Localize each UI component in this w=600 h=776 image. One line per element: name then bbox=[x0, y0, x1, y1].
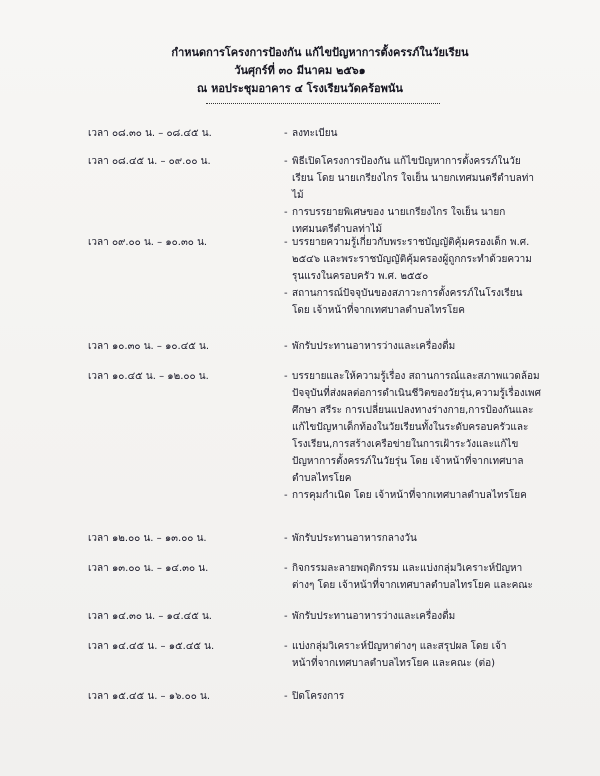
schedule-item-text: ลงทะเบียน bbox=[292, 128, 338, 139]
schedule-item-text: การบรรยายพิเศษของ นายเกรียงไกร ใจเย็น นายกเทศมนตรีตำบลท่าไม้ bbox=[292, 207, 506, 235]
schedule-item bbox=[284, 638, 532, 672]
schedule-item-text: พักรับประทานอาหารกลางวัน bbox=[292, 533, 417, 544]
schedule-item-text: กิจกรรมละลายพฤติกรรม และแบ่งกลุ่มวิเคราะห์ปัญหาต่างๆ โดย เจ้าหน้าที่จากเทศบาลตำบลไทรโยค และคณะ bbox=[292, 563, 533, 591]
schedule-item bbox=[284, 608, 522, 625]
schedule-item bbox=[284, 234, 532, 285]
schedule-item-text: พักรับประทานอาหารว่างและเครื่องดื่ม bbox=[292, 341, 456, 352]
schedule-item bbox=[284, 338, 522, 355]
bullet-dash: - bbox=[284, 490, 288, 501]
bullet-dash: - bbox=[284, 563, 288, 574]
bullet-dash: - bbox=[284, 533, 288, 544]
schedule-time: เวลา ๐๘.๓๐ น. – ๐๘.๔๕ น. bbox=[88, 128, 212, 139]
schedule-time: เวลา ๑๔.๔๕ น. – ๑๕.๔๕ น. bbox=[88, 641, 215, 652]
schedule-items bbox=[284, 560, 564, 594]
bullet-dash: - bbox=[284, 341, 288, 352]
schedule-item-text: บรรยายและให้ความรู้เรื่อง สถานการณ์และสภาพแวดล้อมปัจจุบันที่ส่งผลต่อการดำเนินชีวิตของวัยรุ่น,ความรู้เรื่องเพศศึกษา สรีระ การเปลี่ยนแปลงทางร่างกาย,การป้องกันและแก้ไขปัญหาเด็กท้องในวัยเรียนทั้งในระดับครอบครัวและโรงเรียน,การสร้างเครือข่ายในการเฝ้าระวังและแก้ไขปัญหาการตั้งครรภ์ในวัยรุ่น โดย เจ้าหน้าที่จากเทศบาลตำบลไทรโยค bbox=[292, 371, 541, 484]
schedule-items bbox=[284, 608, 564, 625]
schedule-item bbox=[284, 285, 537, 319]
schedule-item bbox=[284, 688, 522, 705]
schedule-items bbox=[284, 638, 564, 672]
schedule-item bbox=[284, 368, 544, 487]
event-venue: ณ หอประชุมอาคาร ๔ โรงเรียนวัดคร้อพนัน bbox=[197, 82, 403, 95]
schedule-item-text: สถานการณ์ปัจจุบันของสภาวะการตั้งครรภ์ในโรงเรียน โดย เจ้าหน้าที่จากเทศบาลตำบลไทรโยค bbox=[292, 288, 523, 316]
bullet-dash: - bbox=[284, 237, 288, 248]
bullet-dash: - bbox=[284, 207, 288, 218]
schedule-time: เวลา ๐๙.๐๐ น. – ๑๐.๓๐ น. bbox=[88, 237, 208, 248]
schedule-time: เวลา ๑๐.๔๕ น. – ๑๒.๐๐ น. bbox=[88, 371, 209, 382]
schedule-item-text: พักรับประทานอาหารว่างและเครื่องดื่ม bbox=[292, 611, 456, 622]
document-header bbox=[0, 44, 600, 98]
schedule-item bbox=[284, 530, 522, 547]
bullet-dash: - bbox=[284, 128, 288, 139]
schedule-time: เวลา ๑๓.๐๐ น. – ๑๔.๓๐ น. bbox=[88, 563, 209, 574]
bullet-dash: - bbox=[284, 371, 288, 382]
schedule-items bbox=[284, 368, 564, 504]
schedule-items bbox=[284, 688, 564, 705]
schedule-items bbox=[284, 234, 564, 319]
bullet-dash: - bbox=[284, 641, 288, 652]
schedule-item-text: ปิดโครงการ bbox=[292, 691, 345, 702]
schedule-item bbox=[284, 560, 540, 594]
schedule-items bbox=[284, 125, 564, 142]
schedule-item bbox=[284, 153, 537, 204]
schedule-items bbox=[284, 338, 564, 355]
schedule-time: เวลา ๐๘.๔๕ น. – ๐๙.๐๐ น. bbox=[88, 156, 211, 167]
schedule-time: เวลา ๑๐.๓๐ น. – ๑๐.๔๕ น. bbox=[88, 341, 210, 352]
schedule-items bbox=[284, 530, 564, 547]
event-date: วันศุกร์ที่ ๓๐ มีนาคม ๒๕๖๑ bbox=[234, 64, 366, 77]
schedule-time: เวลา ๑๒.๐๐ น. – ๑๓.๐๐ น. bbox=[88, 533, 207, 544]
schedule-item-text: การคุมกำเนิด โดย เจ้าหน้าที่จากเทศบาลตำบลไทรโยค bbox=[292, 490, 527, 501]
bullet-dash: - bbox=[284, 691, 288, 702]
schedule-item-text: แบ่งกลุ่มวิเคราะห์ปัญหาต่างๆ และสรุปผล โดย เจ้าหน้าที่จากเทศบาลตำบลไทรโยค และคณะ (ต่อ) bbox=[292, 641, 507, 669]
bullet-dash: - bbox=[284, 611, 288, 622]
schedule-item bbox=[284, 204, 537, 238]
dotted-divider bbox=[206, 103, 440, 104]
document-title: กำหนดการโครงการป้องกัน แก้ไขปัญหาการตั้งครรภ์ในวัยเรียน bbox=[171, 46, 469, 59]
schedule-items bbox=[284, 153, 564, 238]
schedule-item-text: พิธีเปิดโครงการป้องกัน แก้ไขปัญหาการตั้งครรภ์ในวัยเรียน โดย นายเกรียงไกร ใจเย็น นายกเทศมนตรีตำบลท่าไม้ bbox=[292, 156, 534, 201]
bullet-dash: - bbox=[284, 156, 288, 167]
bullet-dash: - bbox=[284, 288, 288, 299]
schedule-item bbox=[284, 125, 522, 142]
schedule-time: เวลา ๑๔.๓๐ น. – ๑๔.๔๕ น. bbox=[88, 611, 212, 622]
schedule-time: เวลา ๑๕.๔๕ น. – ๑๖.๐๐ น. bbox=[88, 691, 211, 702]
schedule-item-text: บรรยายความรู้เกี่ยวกับพระราชบัญญัติคุ้มครองเด็ก พ.ศ. ๒๕๔๖ และพระราชบัญญัติคุ้มครองผู้ถูกกระทำด้วยความรุนแรงในครอบครัว พ.ศ. ๒๕๕๐ bbox=[292, 237, 532, 282]
schedule-item bbox=[284, 487, 537, 504]
